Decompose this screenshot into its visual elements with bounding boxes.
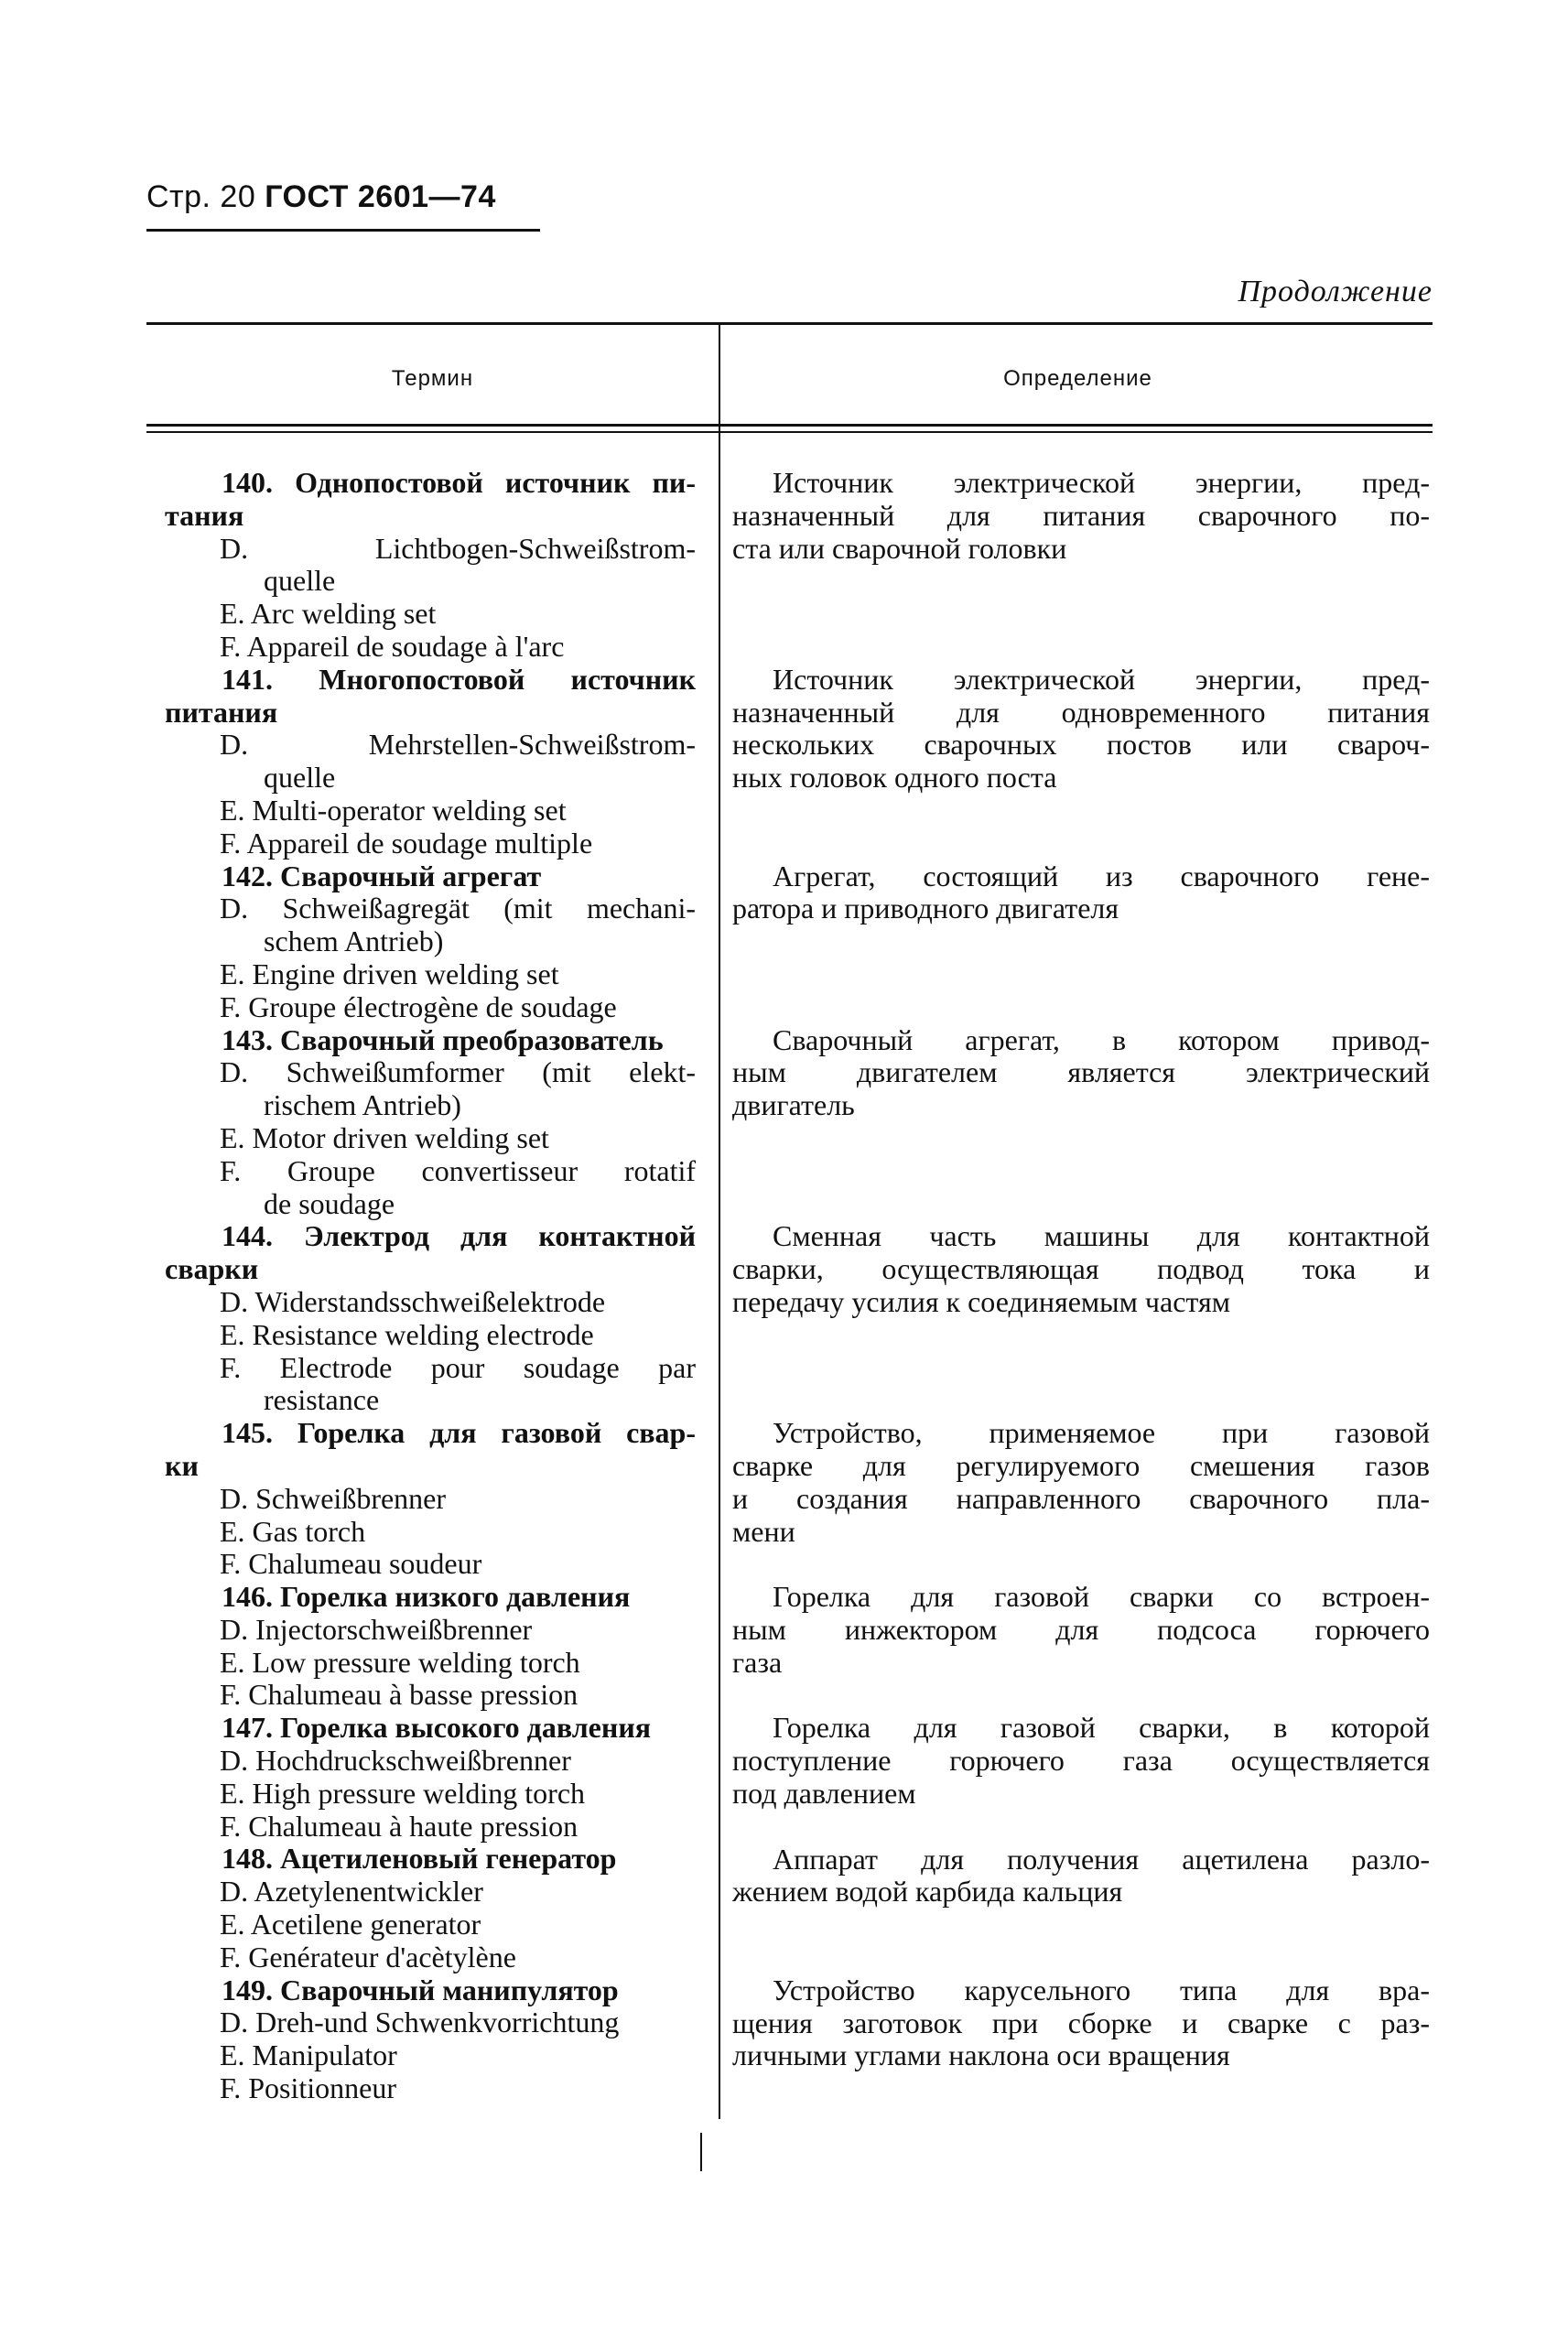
definition: [732, 1974, 1430, 2072]
definition-line: ным инжектором для подсоса горючего: [732, 1612, 1430, 1646]
term-name: 147. Горелка высокого давления: [222, 1711, 652, 1745]
term-translation-d: D. Dreh-und Schwenkvorrichtung: [220, 2006, 620, 2039]
term-translation-f: F. Groupe convertisseur rotatif: [220, 1153, 696, 1187]
term-name: 149. Сварочный манипулятор: [222, 1973, 619, 2006]
term-translation-e: E. Motor driven welding set: [220, 1120, 549, 1154]
definition-line: под давлением: [732, 1776, 916, 1810]
term-translation-f: F. Electrode pour soudage par: [220, 1350, 696, 1384]
term-name: 146. Горелка низкого давления: [222, 1580, 631, 1614]
definition: [732, 1844, 1430, 1909]
definition-line: Сварочный агрегат, в котором привод-: [773, 1022, 1430, 1056]
definition: [732, 664, 1430, 795]
definition-line: ных головок одного поста: [732, 761, 1057, 795]
term-translation-e: E. Engine driven welding set: [220, 957, 559, 990]
column-divider-tail: [700, 2133, 702, 2171]
definition-line: Источник электрической энергии, пред-: [773, 662, 1430, 696]
term-translation-d: schem Antrieb): [264, 925, 444, 958]
definition-line: сварке для регулируемого смешения газов: [732, 1448, 1430, 1482]
term-translation-d: D. Azetylenentwickler: [220, 1875, 483, 1909]
definition-line: двигатель: [732, 1088, 855, 1122]
term-translation-e: E. Arc welding set: [220, 597, 437, 631]
term-translation-f: F. Appareil de soudage multiple: [220, 826, 593, 860]
definition-line: щения заготовок при сборке и сварке с раз-: [732, 2006, 1430, 2039]
definition-line: Горелка для газовой сварки, в которой: [773, 1711, 1430, 1745]
definition-line: поступление горючего газа осуществляется: [732, 1744, 1430, 1778]
definition-line: передачу усилия к соединяемым частям: [732, 1284, 1230, 1318]
definition: [732, 1220, 1430, 1318]
term-translation-d: D. Schweißumformer (mit elekt-: [220, 1055, 696, 1089]
term-translation-e: E. Gas torch: [220, 1514, 366, 1548]
definition-line: нескольких сварочных постов или свароч-: [732, 728, 1430, 762]
definition-line: ным двигателем является электрический: [732, 1055, 1430, 1089]
continuation-label: Продолжение: [1238, 275, 1433, 308]
definition: [732, 1024, 1430, 1122]
column-divider: [719, 325, 720, 2119]
term-translation-e: E. Multi-operator welding set: [220, 793, 567, 827]
page-number: Стр. 20: [146, 179, 256, 214]
standard-code: ГОСТ 2601—74: [265, 179, 496, 214]
header-double-rule: [146, 424, 1433, 427]
term-translation-d: D. Schweißbrenner: [220, 1481, 447, 1515]
definition-line: ста или сварочной головки: [732, 531, 1067, 565]
term-name: питания: [165, 695, 278, 729]
column-header-term: Термин: [391, 366, 474, 391]
definition-line: мени: [732, 1514, 795, 1548]
header-double-rule-lower: [146, 431, 1433, 433]
term-translation-d: quelle: [264, 564, 336, 598]
term-name: 144. Электрод для контактной: [222, 1219, 696, 1253]
term-translation-d: D. Mehrstellen-Schweißstrom-: [220, 728, 696, 762]
definition-line: Источник электрической энергии, пред-: [773, 466, 1430, 499]
term-translation-d: D. Hochdruckschweißbrenner: [220, 1744, 571, 1778]
page-header: [146, 179, 496, 215]
term-translation-d: D. Lichtbogen-Schweißstrom-: [220, 531, 696, 565]
definition-line: и создания направленного сварочного пла-: [732, 1481, 1430, 1515]
term-translation-f: F. Appareil de soudage à l'arc: [220, 629, 565, 663]
term-translation-f: F. Groupe électrogène de soudage: [220, 989, 617, 1023]
term-name: 142. Сварочный агрегат: [222, 859, 542, 892]
definition-line: личными углами наклона оси вращения: [732, 2038, 1230, 2072]
term-translation-d: rischem Antrieb): [264, 1088, 461, 1122]
term-translation-e: E. Manipulator: [220, 2038, 397, 2072]
term-name: 140. Однопостовой источник пи-: [222, 466, 696, 499]
term-translation-f: F. Positionneur: [220, 2071, 397, 2105]
definition: [732, 1712, 1430, 1810]
term-translation-d: D. Widerstandsschweißelektrode: [220, 1284, 606, 1318]
definition-line: Устройство, применяемое при газовой: [773, 1416, 1430, 1450]
definition-line: сварки, осуществляющая подвод тока и: [732, 1252, 1430, 1286]
definition-line: жением водой карбида кальция: [732, 1875, 1123, 1909]
term-translation-e: E. Low pressure welding torch: [220, 1645, 580, 1679]
definition-line: Агрегат, состоящий из сварочного гене-: [773, 859, 1430, 892]
table-top-rule: [146, 322, 1433, 325]
term-translation-d: D. Injectorschweißbrenner: [220, 1612, 533, 1646]
term-name: сварки: [165, 1252, 259, 1286]
term-translation-e: E. Resistance welding electrode: [220, 1317, 594, 1351]
term-translation-e: E. High pressure welding torch: [220, 1776, 586, 1810]
term-name: 141. Многопостовой источник: [222, 662, 696, 696]
definition: [732, 860, 1430, 926]
term-name: 145. Горелка для газовой свар-: [222, 1416, 696, 1450]
definition-line: Горелка для газовой сварки со встроен-: [773, 1580, 1430, 1614]
definition-line: назначенный для питания сварочного по-: [732, 498, 1430, 532]
definition: [732, 1417, 1430, 1548]
header-rule: [146, 229, 540, 232]
definition-line: ратора и приводного двигателя: [732, 892, 1119, 925]
term-name: тания: [165, 498, 244, 532]
term-name: 143. Сварочный преобразователь: [222, 1022, 664, 1056]
definition-line: газа: [732, 1645, 783, 1679]
term-translation-f: de soudage: [264, 1186, 395, 1220]
term-name: 148. Ацетиленовый генератор: [222, 1842, 617, 1876]
term-name: ки: [165, 1448, 199, 1482]
term-translation-f: F. Chalumeau soudeur: [220, 1547, 482, 1581]
term-translation-d: quelle: [264, 761, 336, 795]
definition: [732, 467, 1430, 565]
definition-line: Устройство карусельного типа для вра-: [773, 1973, 1430, 2006]
term-translation-f: F. Chalumeau à haute pression: [220, 1809, 579, 1843]
term-translation-d: D. Schweißagregät (mit mechani-: [220, 892, 696, 925]
definition-line: назначенный для одновременного питания: [732, 695, 1430, 729]
term-translation-f: F. Chalumeau à basse pression: [220, 1678, 579, 1712]
definition: [732, 1581, 1430, 1679]
definition-line: Аппарат для получения ацетилена разло-: [773, 1842, 1430, 1876]
term-translation-e: E. Acetilene generator: [220, 1908, 481, 1941]
term-translation-f: F. Genérateur d'acètylène: [220, 1940, 516, 1974]
term-translation-f: resistance: [264, 1383, 380, 1417]
definition-line: Сменная часть машины для контактной: [773, 1219, 1430, 1253]
terms-column: [165, 467, 696, 2105]
column-header-definition: Определение: [1003, 366, 1152, 391]
